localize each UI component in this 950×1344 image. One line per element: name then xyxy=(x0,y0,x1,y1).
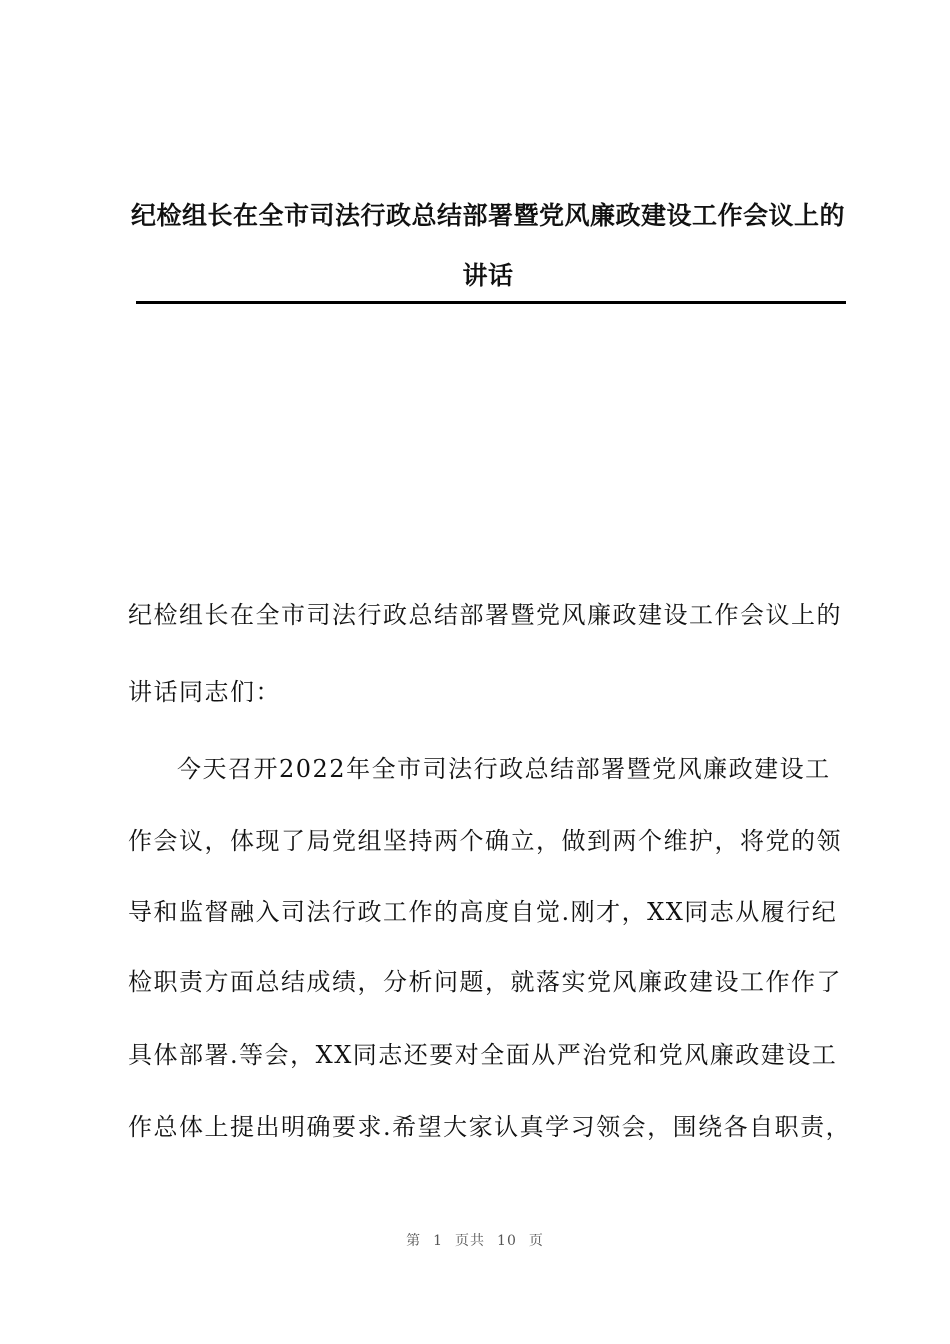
document-title xyxy=(120,186,856,306)
body-line: 具体部署.等会，XX同志还要对全面从严治党和党风廉政建设工 xyxy=(128,1041,838,1069)
body-line: 导和监督融入司法行政工作的高度自觉.刚才，XX同志从履行纪 xyxy=(128,898,838,926)
footer-total-pages: 10 xyxy=(497,1233,517,1249)
title-divider xyxy=(136,301,846,304)
body-line: 作会议，体现了局党组坚持两个确立，做到两个维护，将党的领 xyxy=(128,827,842,855)
body-line: 作总体上提出明确要求.希望大家认真学习领会，围绕各自职责， xyxy=(128,1113,852,1141)
footer-current-page: 1 xyxy=(433,1233,444,1249)
body-line: 讲话同志们： xyxy=(128,678,281,706)
title-line-2: 讲话 xyxy=(462,261,514,290)
body-line: 检职责方面总结成绩，分析问题，就落实党风廉政建设工作作了 xyxy=(128,968,842,996)
page-footer xyxy=(0,1230,950,1250)
footer-suffix: 页 xyxy=(528,1233,544,1249)
body-line: 纪检组长在全市司法行政总结部署暨党风廉政建设工作会议上的 xyxy=(128,601,842,629)
body-line: 今天召开2022年全市司法行政总结部署暨党风廉政建设工 xyxy=(177,755,831,783)
title-line-1: 纪检组长在全市司法行政总结部署暨党风廉政建设工作会议上的 xyxy=(130,201,845,230)
footer-middle: 页共 xyxy=(455,1233,486,1249)
footer-prefix: 第 xyxy=(406,1233,422,1249)
